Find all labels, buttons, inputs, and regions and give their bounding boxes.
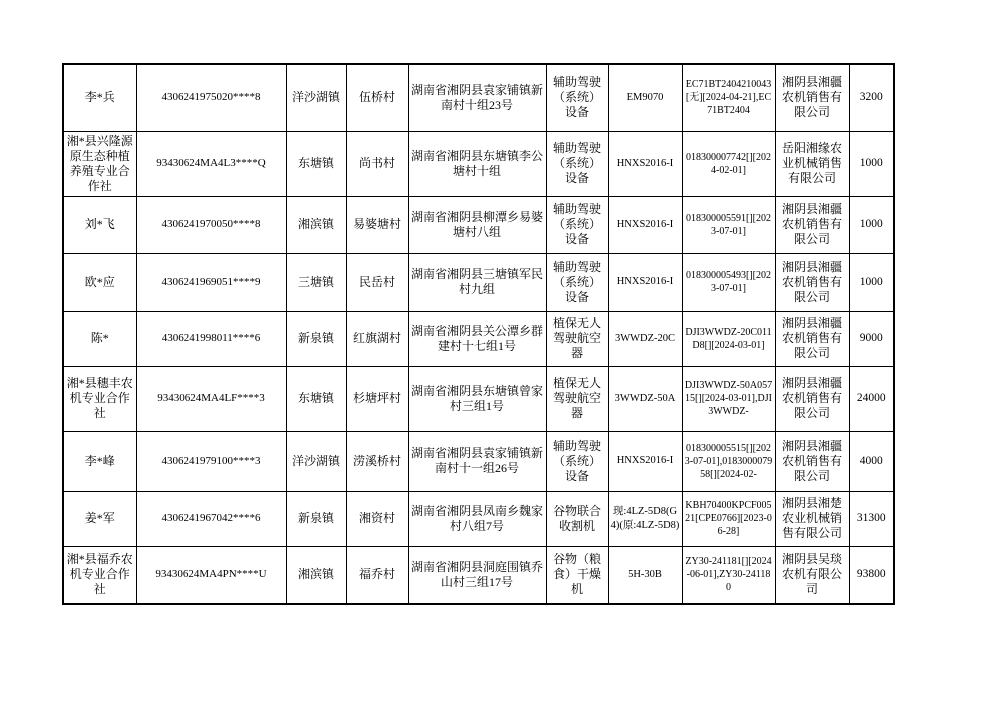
cell-model: HNXS2016-I — [608, 131, 682, 196]
table-row — [63, 491, 894, 546]
cell-subsidy-amount: 4000 — [849, 431, 894, 491]
cell-serial-number: ZY30-241181[][2024-06-01],ZY30-241180 — [682, 546, 775, 604]
cell-address: 湖南省湘阴县袁家铺镇新南村十一组26号 — [408, 431, 546, 491]
cell-subsidy-amount: 1000 — [849, 131, 894, 196]
cell-serial-number: 018300005515[][2023-07-01],018300007958[][2024-02- — [682, 431, 775, 491]
cell-owner-name: 李*兵 — [63, 64, 136, 131]
cell-equipment-type: 辅助驾驶（系统）设备 — [546, 253, 608, 311]
cell-dealer-company: 湘阴县湘疆农机销售有限公司 — [775, 311, 849, 366]
table-row — [63, 64, 894, 131]
cell-address: 湖南省湘阴县关公潭乡群建村十七组1号 — [408, 311, 546, 366]
table-row — [63, 311, 894, 366]
cell-owner-name: 姜*军 — [63, 491, 136, 546]
cell-address: 湖南省湘阴县柳潭乡易婆塘村八组 — [408, 196, 546, 253]
cell-model: 5H-30B — [608, 546, 682, 604]
cell-address: 湖南省湘阴县东塘镇李公塘村十组 — [408, 131, 546, 196]
cell-owner-name: 湘*县兴隆源原生态种植养殖专业合作社 — [63, 131, 136, 196]
cell-dealer-company: 湘阴县湘疆农机销售有限公司 — [775, 196, 849, 253]
cell-id-number: 4306241998011****6 — [136, 311, 286, 366]
cell-village: 福乔村 — [346, 546, 408, 604]
cell-town: 湘滨镇 — [286, 546, 346, 604]
cell-owner-name: 陈* — [63, 311, 136, 366]
cell-id-number: 4306241969051****9 — [136, 253, 286, 311]
cell-dealer-company: 湘阴县湘疆农机销售有限公司 — [775, 431, 849, 491]
cell-model: HNXS2016-I — [608, 196, 682, 253]
cell-owner-name: 湘*县福乔农机专业合作社 — [63, 546, 136, 604]
cell-model: 3WWDZ-50A — [608, 366, 682, 431]
cell-id-number: 93430624MA4L3****Q — [136, 131, 286, 196]
cell-dealer-company: 湘阴县吴琰农机有限公司 — [775, 546, 849, 604]
cell-owner-name: 欧*应 — [63, 253, 136, 311]
subsidy-table — [62, 63, 895, 605]
cell-model: HNXS2016-I — [608, 431, 682, 491]
cell-subsidy-amount: 24000 — [849, 366, 894, 431]
cell-id-number: 4306241979100****3 — [136, 431, 286, 491]
cell-equipment-type: 辅助驾驶（系统）设备 — [546, 431, 608, 491]
table-row — [63, 253, 894, 311]
cell-equipment-type: 辅助驾驶（系统）设备 — [546, 64, 608, 131]
cell-dealer-company: 湘阴县湘疆农机销售有限公司 — [775, 253, 849, 311]
cell-town: 新泉镇 — [286, 311, 346, 366]
cell-equipment-type: 谷物（粮食）干燥机 — [546, 546, 608, 604]
cell-id-number: 4306241967042****6 — [136, 491, 286, 546]
cell-serial-number: 018300005591[][2023-07-01] — [682, 196, 775, 253]
cell-equipment-type: 辅助驾驶（系统）设备 — [546, 196, 608, 253]
cell-id-number: 4306241975020****8 — [136, 64, 286, 131]
cell-model: 3WWDZ-20C — [608, 311, 682, 366]
cell-address: 湖南省湘阴县凤南乡魏家村八组7号 — [408, 491, 546, 546]
cell-model: HNXS2016-I — [608, 253, 682, 311]
cell-address: 湖南省湘阴县袁家铺镇新南村十组23号 — [408, 64, 546, 131]
cell-subsidy-amount: 31300 — [849, 491, 894, 546]
table-row — [63, 196, 894, 253]
cell-town: 三塘镇 — [286, 253, 346, 311]
cell-town: 洋沙湖镇 — [286, 431, 346, 491]
cell-equipment-type: 植保无人驾驶航空器 — [546, 311, 608, 366]
cell-owner-name: 李*峰 — [63, 431, 136, 491]
cell-address: 湖南省湘阴县东塘镇曾家村三组1号 — [408, 366, 546, 431]
cell-town: 东塘镇 — [286, 366, 346, 431]
table-row — [63, 366, 894, 431]
table-row — [63, 431, 894, 491]
cell-model: EM9070 — [608, 64, 682, 131]
cell-serial-number: DJI3WWDZ-50A05715[][2024-03-01],DJI3WWDZ- — [682, 366, 775, 431]
cell-id-number: 93430624MA4PN****U — [136, 546, 286, 604]
cell-village: 湘资村 — [346, 491, 408, 546]
table-row — [63, 546, 894, 604]
cell-village: 杉塘坪村 — [346, 366, 408, 431]
cell-town: 湘滨镇 — [286, 196, 346, 253]
cell-subsidy-amount: 1000 — [849, 253, 894, 311]
cell-subsidy-amount: 3200 — [849, 64, 894, 131]
cell-dealer-company: 岳阳湘缘农业机械销售有限公司 — [775, 131, 849, 196]
cell-equipment-type: 谷物联合收割机 — [546, 491, 608, 546]
cell-model: 现:4LZ-5D8(G4)(原:4LZ-5D8) — [608, 491, 682, 546]
cell-equipment-type: 植保无人驾驶航空器 — [546, 366, 608, 431]
table-row — [63, 131, 894, 196]
cell-subsidy-amount: 1000 — [849, 196, 894, 253]
cell-town: 新泉镇 — [286, 491, 346, 546]
cell-owner-name: 湘*县穗丰农机专业合作社 — [63, 366, 136, 431]
cell-serial-number: KBH70400KPCF00521[CPE0766][2023-06-28] — [682, 491, 775, 546]
cell-owner-name: 刘*飞 — [63, 196, 136, 253]
cell-subsidy-amount: 9000 — [849, 311, 894, 366]
cell-equipment-type: 辅助驾驶（系统）设备 — [546, 131, 608, 196]
cell-village: 涝溪桥村 — [346, 431, 408, 491]
cell-serial-number: DJI3WWDZ-20C011D8[][2024-03-01] — [682, 311, 775, 366]
cell-village: 尚书村 — [346, 131, 408, 196]
cell-dealer-company: 湘阴县湘楚农业机械销售有限公司 — [775, 491, 849, 546]
cell-village: 民岳村 — [346, 253, 408, 311]
cell-village: 伍桥村 — [346, 64, 408, 131]
document-page — [62, 63, 895, 605]
cell-town: 东塘镇 — [286, 131, 346, 196]
cell-village: 红旗湖村 — [346, 311, 408, 366]
cell-village: 易婆塘村 — [346, 196, 408, 253]
cell-subsidy-amount: 93800 — [849, 546, 894, 604]
cell-serial-number: 018300005493[][2023-07-01] — [682, 253, 775, 311]
cell-address: 湖南省湘阴县洞庭围镇乔山村三组17号 — [408, 546, 546, 604]
cell-id-number: 4306241970050****8 — [136, 196, 286, 253]
cell-address: 湖南省湘阴县三塘镇军民村九组 — [408, 253, 546, 311]
cell-serial-number: EC71BT2404210043[无][2024-04-21],EC71BT2404 — [682, 64, 775, 131]
cell-town: 洋沙湖镇 — [286, 64, 346, 131]
cell-dealer-company: 湘阴县湘疆农机销售有限公司 — [775, 366, 849, 431]
cell-serial-number: 018300007742[][2024-02-01] — [682, 131, 775, 196]
cell-dealer-company: 湘阴县湘疆农机销售有限公司 — [775, 64, 849, 131]
cell-id-number: 93430624MA4LF****3 — [136, 366, 286, 431]
